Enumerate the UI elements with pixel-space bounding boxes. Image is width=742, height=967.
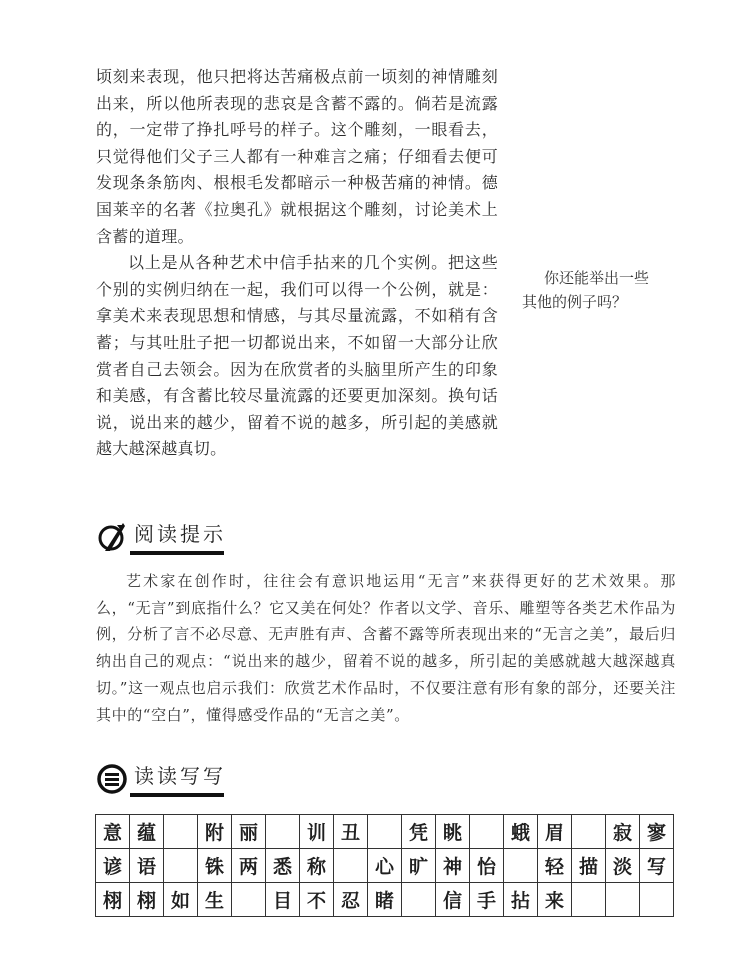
reading-hint-text: 艺术家在创作时，往往会有意识地运用“无言”来获得更好的艺术效果。那么，“无言”到底指什么？它又美在何处？作者以文学、音乐、雕塑等各类艺术作品为例，分析了言不必尽意、无声胜有声、含蓄不露等所表现出来的“无言之美”，最后归纳出自己的观点：“说出来的越少，留着不说的越多，所引起的美感就越大越深越真切。”这一观点也启示我们：欣赏艺术作品时，不仅要注意有形有象的部分，还要关注其中的“空白”，懂得感受作品的“无言之美”。 <box>96 572 676 724</box>
title-underline <box>130 551 224 555</box>
vocab-cell <box>164 849 198 883</box>
vocab-row <box>96 883 674 917</box>
vocab-cell <box>640 883 674 917</box>
vocab-cell: 丑 <box>334 815 368 849</box>
vocab-cell: 手 <box>470 883 504 917</box>
vocab-cell <box>470 815 504 849</box>
vocab-cell <box>572 883 606 917</box>
vocab-row <box>96 849 674 883</box>
vocab-cell: 如 <box>164 883 198 917</box>
vocab-cell: 心 <box>368 849 402 883</box>
reading-hint-title: 阅读提示 <box>134 522 226 546</box>
vocab-cell <box>402 883 436 917</box>
vocabulary-grid <box>95 814 674 917</box>
read-write-heading <box>96 760 226 797</box>
title-underline <box>130 793 224 797</box>
vocab-cell <box>232 883 266 917</box>
vocab-cell: 悉 <box>266 849 300 883</box>
vocab-cell: 来 <box>538 883 572 917</box>
vocab-cell <box>572 815 606 849</box>
vocab-row <box>96 815 674 849</box>
vocab-cell <box>504 849 538 883</box>
vocab-cell <box>368 815 402 849</box>
vocab-cell: 忍 <box>334 883 368 917</box>
vocab-cell: 旷 <box>402 849 436 883</box>
vocab-cell: 睹 <box>368 883 402 917</box>
vocab-cell: 淡 <box>606 849 640 883</box>
main-text <box>96 64 498 463</box>
vocab-cell: 寥 <box>640 815 674 849</box>
reading-hint-heading <box>96 518 226 555</box>
vocab-cell: 轻 <box>538 849 572 883</box>
vocab-cell <box>164 815 198 849</box>
vocab-cell: 信 <box>436 883 470 917</box>
vocab-cell <box>266 815 300 849</box>
vocab-cell: 语 <box>130 849 164 883</box>
vocab-cell: 谚 <box>96 849 130 883</box>
vocab-cell: 拈 <box>504 883 538 917</box>
vocab-cell: 眉 <box>538 815 572 849</box>
margin-note-line-1: 你还能举出一些 <box>544 269 650 287</box>
vocab-cell: 不 <box>300 883 334 917</box>
vocab-cell: 凭 <box>402 815 436 849</box>
vocab-cell: 眺 <box>436 815 470 849</box>
vocab-cell: 两 <box>232 849 266 883</box>
read-write-title-wrap <box>134 760 226 797</box>
vocab-cell: 称 <box>300 849 334 883</box>
vocab-cell: 蛾 <box>504 815 538 849</box>
vocab-cell: 铢 <box>198 849 232 883</box>
vocab-cell: 栩 <box>96 883 130 917</box>
vocab-cell: 栩 <box>130 883 164 917</box>
vocab-cell: 生 <box>198 883 232 917</box>
vocab-cell: 目 <box>266 883 300 917</box>
vocab-cell: 丽 <box>232 815 266 849</box>
vocab-cell: 描 <box>572 849 606 883</box>
reading-hint-title-wrap <box>134 518 226 555</box>
vocab-cell: 写 <box>640 849 674 883</box>
vocab-cell: 神 <box>436 849 470 883</box>
vocab-cell <box>334 849 368 883</box>
circled-equals-icon <box>96 763 128 795</box>
vocab-cell: 寂 <box>606 815 640 849</box>
body-paragraph-2: 以上是从各种艺术中信手拈来的几个实例。把这些个别的实例归纳在一起，我们可以得一个公例，就是：拿美术来表现思想和情感，与其尽量流露，不如稍有含蓄；与其吐肚子把一切都说出来，不如留一大部分让欣赏者自己去领会。因为在欣赏者的头脑里所产生的印象和美感，有含蓄比较尽量流露的还要更加深刻。换句话说，说出来的越少，留着不说的越多，所引起的美感就越大越深越真切。 <box>96 253 498 459</box>
vocab-cell: 训 <box>300 815 334 849</box>
margin-note <box>522 266 692 314</box>
read-write-title: 读读写写 <box>134 764 226 788</box>
margin-note-line-2: 其他的例子吗？ <box>522 293 628 311</box>
vocab-cell: 蕴 <box>130 815 164 849</box>
vocab-cell <box>606 883 640 917</box>
quill-nib-icon <box>96 521 128 553</box>
vocab-cell: 附 <box>198 815 232 849</box>
vocab-cell: 意 <box>96 815 130 849</box>
body-paragraph-1: 顷刻来表现，他只把将达苦痛极点前一顷刻的神情雕刻出来，所以他所表现的悲哀是含蓄不露的。倘若是流露的，一定带了挣扎呼号的样子。这个雕刻，一眼看去，只觉得他们父子三人都有一种难言之痛；仔细看去便可发现条条筋肉、根根毛发都暗示一种极苦痛的神情。德国莱辛的名著《拉奥孔》就根据这个雕刻，讨论美术上含蓄的道理。 <box>96 67 498 246</box>
vocab-cell: 怡 <box>470 849 504 883</box>
